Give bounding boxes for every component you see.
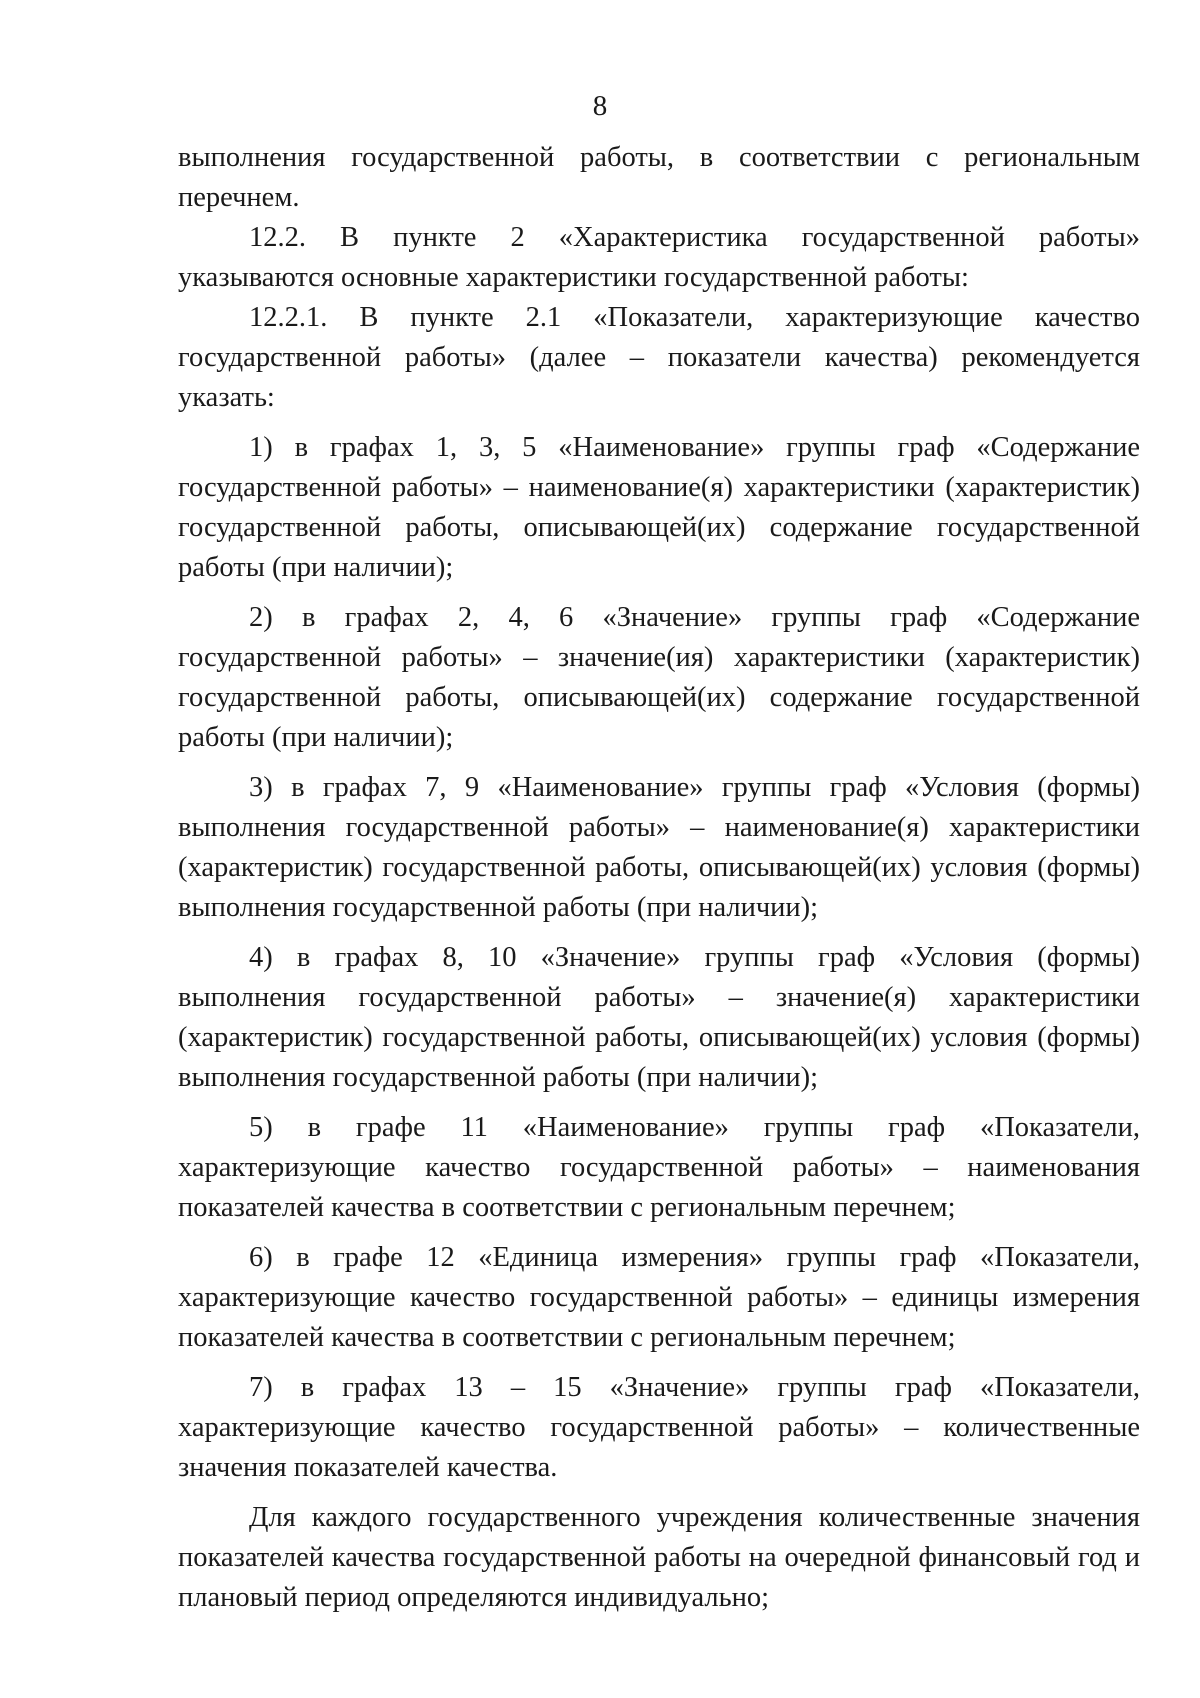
page-number: 8 xyxy=(592,90,608,122)
document-body xyxy=(178,138,1140,1618)
list-item-3: 3) в графах 7, 9 «Наименование» группы граф «Условия (формы) выполнения государственной работы» – наименование(я) характеристики (характеристик) государственной работы, описывающей(их) условия (формы) выполнения государственной работы (при наличии); xyxy=(178,772,1140,923)
list-item-2: 2) в графах 2, 4, 6 «Значение» группы граф «Содержание государственной работы» – значение(ия) характеристики (характеристик) государственной работы, описывающей(их) содержание государственной работы (при наличии); xyxy=(178,602,1140,753)
paragraph-12-2: 12.2. В пункте 2 «Характеристика государственной работы» указываются основные характеристики государственной работы: xyxy=(178,222,1140,293)
list-item-7: 7) в графах 13 – 15 «Значение» группы граф «Показатели, характеризующие качество государственной работы» – количественные значения показателей качества. xyxy=(178,1372,1140,1483)
list-item-6: 6) в графе 12 «Единица измерения» группы граф «Показатели, характеризующие качество государственной работы» – единицы измерения показателей качества в соответствии с региональным перечнем; xyxy=(178,1242,1140,1353)
paragraph-individual-values: Для каждого государственного учреждения количественные значения показателей качества государственной работы на очередной финансовый год и плановый период определяются индивидуально; xyxy=(178,1502,1140,1613)
list-item-1: 1) в графах 1, 3, 5 «Наименование» группы граф «Содержание государственной работы» – наименование(я) характеристики (характеристик) государственной работы, описывающей(их) содержание государственной работы (при наличии); xyxy=(178,432,1140,583)
list-item-5: 5) в графе 11 «Наименование» группы граф «Показатели, характеризующие качество государственной работы» – наименования показателей качества в соответствии с региональным перечнем; xyxy=(178,1112,1140,1223)
list-item-4: 4) в графах 8, 10 «Значение» группы граф «Условия (формы) выполнения государственной работы» – значение(я) характеристики (характеристик) государственной работы, описывающей(их) условия (формы) выполнения государственной работы (при наличии); xyxy=(178,942,1140,1093)
paragraph-continuation: выполнения государственной работы, в соответствии с региональным перечнем. xyxy=(178,142,1140,213)
paragraph-12-2-1: 12.2.1. В пункте 2.1 «Показатели, характеризующие качество государственной работы» (далее – показатели качества) рекомендуется указать: xyxy=(178,302,1140,413)
